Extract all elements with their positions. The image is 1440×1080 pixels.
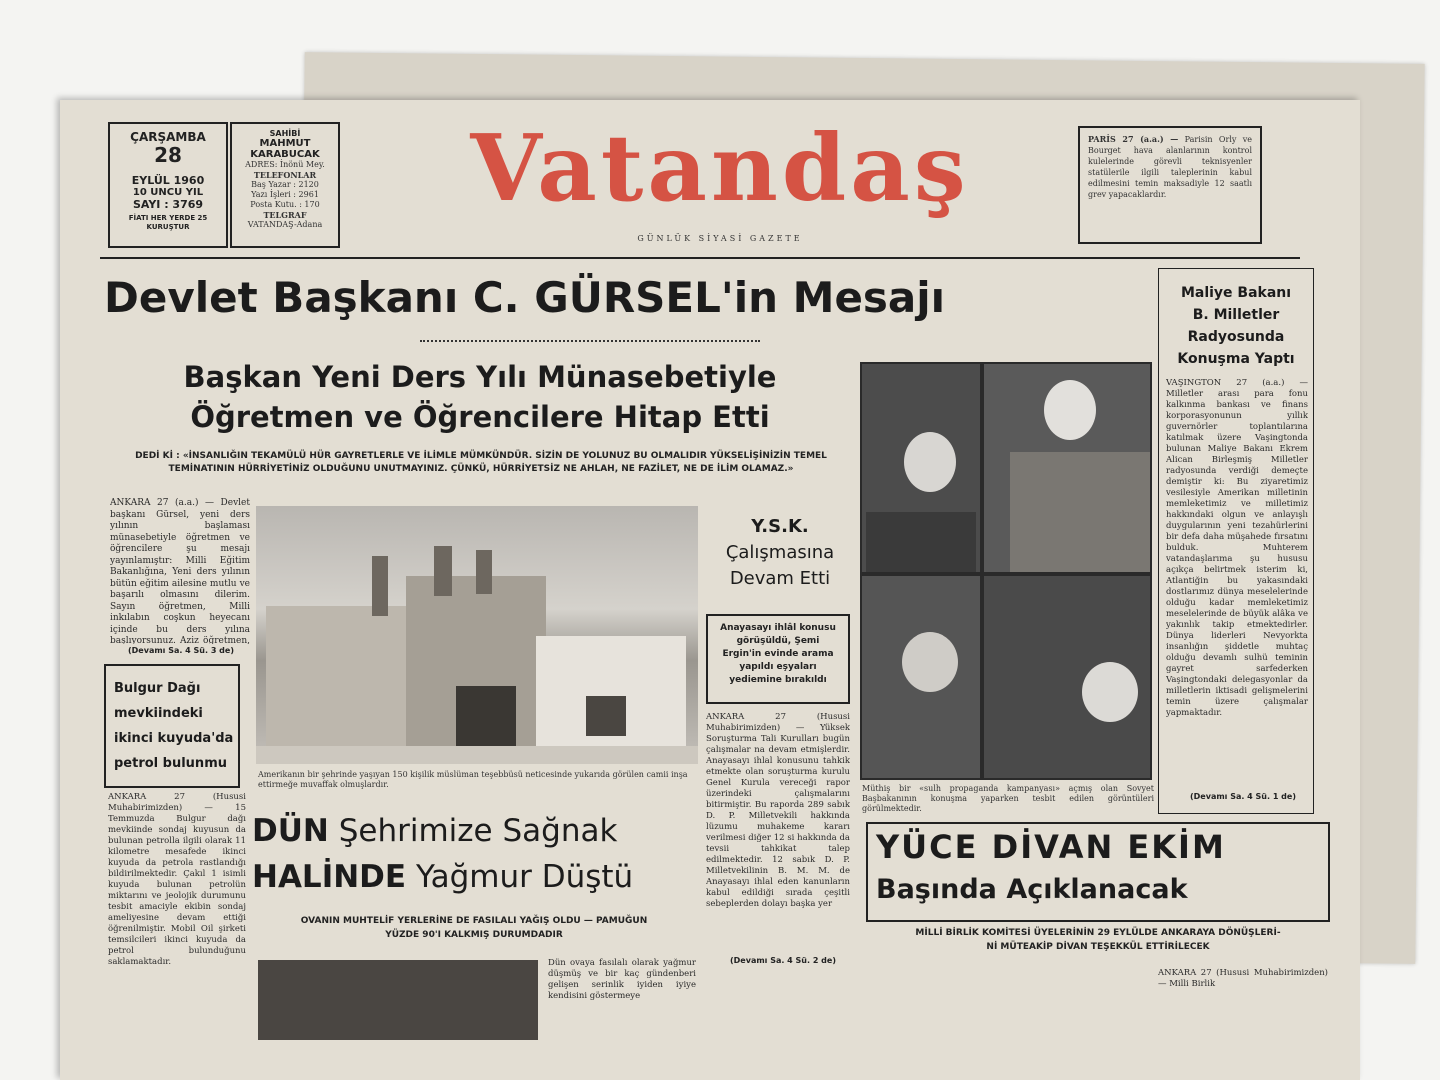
- maliye-article-body: VAŞİNGTON 27 (a.a.) — Milletler arası para fonu kalkınma bankası ve finans korporasyonunun yıllık guvernörler toplantılarına katılmak üzere Vaşingtonda bulunan Maliye Bakanı Ekrem Alican Birleşmiş Milletler radyosunda verdiği demeçte demiştir ki: Bu ziyaretimiz vesilesiyle Amerikan milletinin memleketimiz ve milletimiz hakkındaki olgun ve anlayışlı duygularının yeni tezahürlerini bir defa daha müşahede fırsatını bulduk. Muhterem vatandaşlarıma şu hususu açıkça belirtmek isterim ki, Atlantiğin bu yakasındaki dostlarımız dünya meselelerinde olduğu kadar memleketimiz meselelerinde de büyük alâka ve yakınlık takip etmektedirler. Dünya liderleri Nevyorkta insanlığın şiddetle muhtaç olduğu devamlı sulhü teminin gayret sarfederken Vaşingtondaki delegasyonlar da milletlerin iktisadi gelişmelerini temin üzere çalışmalar yapmaktadır.: [1166, 378, 1308, 718]
- speech-photos: [860, 362, 1152, 780]
- ysk-title-2: Çalışmasına: [725, 542, 835, 563]
- paris-dateline: PARİS 27 (a.a.) —: [1088, 134, 1179, 144]
- issue-number: SAYI : 3769: [132, 198, 204, 211]
- paris-news: [1088, 134, 1252, 200]
- owner-box: [230, 122, 340, 248]
- month-year: EYLÜL 1960: [131, 174, 205, 187]
- owner-name-1: MAHMUT: [259, 138, 311, 149]
- gursel-article-body: ANKARA 27 (a.a.) — Devlet başkanı Gürsel, yeni ders yılının başlaması münasebetiyle öğretmen ve öğrencilere şu mesajı yayınlamıştır: Milli Eğitim Bakanlığına, Yeni ders yılının bütün eğitim ailesine mutlu ve başarılı olmasını dilerim. Sayın öğretmen, Milli inkılabın coşkun heyecanı içinde bu ders yılına başlıyorsunuz. Aziz öğretmen,: [110, 498, 250, 644]
- divan-article-body: ANKARA 27 (Hususi Muhabirimizden) — Milli Birlik: [1158, 968, 1328, 989]
- bulgur-article-body: ANKARA 27 (Hususi Muhabirimizden) — 15 Temmuzda Bulgur dağı mevkiinde sondaj kuyusun da bulunan petrolla ilgili olarak 11 kilometre mesafede ikinci kuyuda da petrola rastlandığı bildirilmektedir. Çakıl 1 isimli kuyuda bulunan petrolün miktarını ve jeolojik durumunu tesbit amaciyle ekibin sondaj ameliyesine devam ettiği öğrenilmiştir. Mobil Oil şirketi temsilcileri ikinci kuyuda da petrol bulunduğunu saklamaktadır.: [108, 792, 246, 967]
- phone-2: Yazı İşleri : 2961: [251, 190, 319, 199]
- ysk-headline: [710, 514, 850, 592]
- phone-1: Baş Yazar : 2120: [251, 180, 319, 189]
- date-number: 28: [154, 143, 182, 167]
- price-label: FİATI HER YERDE 25 KURUŞTUR: [128, 214, 208, 231]
- rain-article-body: Dün ovaya fasılalı olarak yağmur düşmüş ve bir kaç gündenberi gelişen serinlik iyiden iyiye kendisini göstermeye: [548, 958, 696, 1001]
- mosque-photo: [256, 506, 698, 764]
- ysk-continued: (Devamı Sa. 4 Sü. 2 de): [730, 956, 836, 965]
- rain-line-2: [252, 854, 692, 900]
- divan-word-aciklanacak: Açıklanacak: [1006, 874, 1188, 905]
- gursel-continued: (Devamı Sa. 4 Sü. 3 de): [128, 646, 234, 655]
- speech-photo-grid: [860, 362, 1152, 780]
- day-label: ÇARŞAMBA: [130, 130, 206, 144]
- volume-label: 10 UNCU YIL: [132, 187, 204, 198]
- rain-line-2-rest: Yağmur Düştü: [415, 859, 634, 895]
- main-headline: Devlet Başkanı C. GÜRSEL'in Mesajı: [104, 273, 946, 322]
- owner-name-2: KARABUCAK: [250, 149, 320, 160]
- maliye-title-3: Radyosunda: [1187, 329, 1285, 345]
- ysk-title-1: Y.S.K.: [751, 516, 809, 537]
- maliye-continued: (Devamı Sa. 4 Sü. 1 de): [1190, 792, 1296, 801]
- maliye-title-2: B. Milletler: [1192, 307, 1280, 323]
- divan-sub-2: Nİ MÜTEAKİP DİVAN TEŞEKKÜL ETTİRİLECEK: [986, 942, 1210, 952]
- rain-sub-1: OVANIN MUHTELİF YERLERİNE DE FASILALI YAĞIŞ OLDU — PAMUĞUN: [300, 916, 648, 926]
- divan-subheadline: [866, 926, 1330, 954]
- bulgur-title-3: ikinci kuyuda'da: [114, 731, 234, 746]
- telegraph: VATANDAŞ-Adana: [247, 220, 323, 229]
- phone-3: Posta Kutu. : 170: [250, 200, 320, 209]
- bulgur-headline: [106, 666, 238, 776]
- rain-word-halinde: HALİNDE: [252, 859, 407, 895]
- phones-label: TELEFONLAR: [253, 170, 317, 180]
- ysk-summary-box: [706, 614, 850, 704]
- subheadline-1: Başkan Yeni Ders Yılı Münasebetiyle: [183, 360, 777, 394]
- paris-text: Parisin Orly ve Bourget hava alanlarının kontrol kulelerinde görevli teknisyenler statülerile ilgili taleplerinin kabul edilmesini temin maksadiyle 12 saatlı grev yapacaklardır.: [1088, 135, 1253, 199]
- rain-line-1-rest: Şehrimize Sağnak: [338, 813, 618, 849]
- rain-photo: [258, 960, 538, 1040]
- mosque-caption: Amerikanın bir şehrinde yaşıyan 150 kişilik müslüman teşebbüsü neticesinde yukarıda görülen camii inşa ettirmeğe muvaffak olmuşlardır.: [258, 770, 688, 789]
- divan-headline-box: [866, 822, 1330, 922]
- ysk-title-3: Devam Etti: [729, 568, 831, 589]
- ysk-summary: Anayasayı ihlâl konusu görüşüldü, Şemi Ergin'in evinde arama yapıldı eşyaları yediemine bırakıldı: [720, 623, 836, 685]
- gursel-quote: DEDİ Kİ : «İNSANLIĞIN TEKAMÜLÜ HÜR GAYRETLERLE VE İLİMLE MÜMKÜNDÜR. SİZİN DE YOLUNUZ BU OLMALIDIR YÜKSELİŞİNİZİN TEMEL TEMİNATININ HÜRRİYETİNİZ OLDUĞUNU UNUTMAYINIZ. ÇÜNKÜ, HÜRRİYETSİZ NE AHLAH, NE FAZİLET, NE DE İLİM OLAMAZ.»: [135, 451, 827, 474]
- divan-sub-1: MİLLİ BİRLİK KOMİTESİ ÜYELERİNİN 29 EYLÜLDE ANKARAYA DÖNÜŞLERİ-: [915, 928, 1281, 938]
- divan-word-basinda: Başında: [876, 874, 997, 905]
- maliye-title-4: Konuşma Yaptı: [1177, 351, 1295, 367]
- paris-news-box: [1078, 126, 1262, 244]
- rain-sub-2: YÜZDE 90'I KALKMIŞ DURUMDADIR: [385, 930, 563, 940]
- rain-subheadline: [254, 914, 694, 942]
- maliye-title-1: Maliye Bakanı: [1180, 285, 1292, 301]
- mosque-image: [256, 506, 698, 764]
- rain-line-1: [252, 808, 692, 854]
- masthead-rule: [100, 257, 1300, 259]
- bulgur-headline-box: [104, 664, 240, 788]
- speech-photo-caption: Müthiş bir «sulh propaganda kampanyası» açmış olan Sovyet Başbakanının konuşma yaparken tesbit edilen görüntüleri görülmektedir.: [862, 784, 1154, 813]
- address: ADRES: İnönü Mey.: [245, 160, 325, 169]
- divan-line-2: [868, 870, 1328, 910]
- maliye-headline: [1164, 282, 1308, 370]
- date-box: [108, 122, 228, 248]
- rain-word-dun: DÜN: [252, 813, 329, 849]
- rain-headline: [252, 808, 692, 900]
- owner-label: SAHİBİ: [269, 129, 301, 138]
- ornament-rule: [420, 340, 760, 348]
- bulgur-title-4: petrol bulunmu: [114, 756, 227, 771]
- bulgur-title-1: Bulgur Dağı: [114, 681, 201, 696]
- telegraph-label: TELGRAF: [263, 210, 307, 220]
- newspaper-logo: Vatandaş: [470, 114, 970, 222]
- ysk-article-body: ANKARA 27 (Hususi Muhabirimizden) — Yüksek Soruşturma Tali Kurulları bugün çalışmalar na devam etmişlerdir. Anayasayı ihlal konusunu tahkik etmekte olan soruşturma kurulu Genel Kurula vereceği rapor üzerindeki çalışmalarını bitirmiştir. Bu raporda 289 sabık D. P. Milletvekili hakkında lüzumu muhakeme kararı verilmesi diğer 12 si hakkında da tevsii tahkikat talep edilmektedir. 12 sabık D. P. Milletvekilinin B. M. M. de Anayasayı ihlal eden kanunların kabul edildiği sırada çeşitli sebeplerden dolayı başka yer: [706, 712, 850, 909]
- bulgur-title-2: mevkiindeki: [114, 706, 203, 721]
- tagline: GÜNLÜK SİYASİ GAZETE: [637, 234, 803, 243]
- subheadline-2: Öğretmen ve Öğrencilere Hitap Etti: [190, 400, 770, 434]
- divan-line-1: YÜCE DİVAN EKİM: [876, 828, 1226, 866]
